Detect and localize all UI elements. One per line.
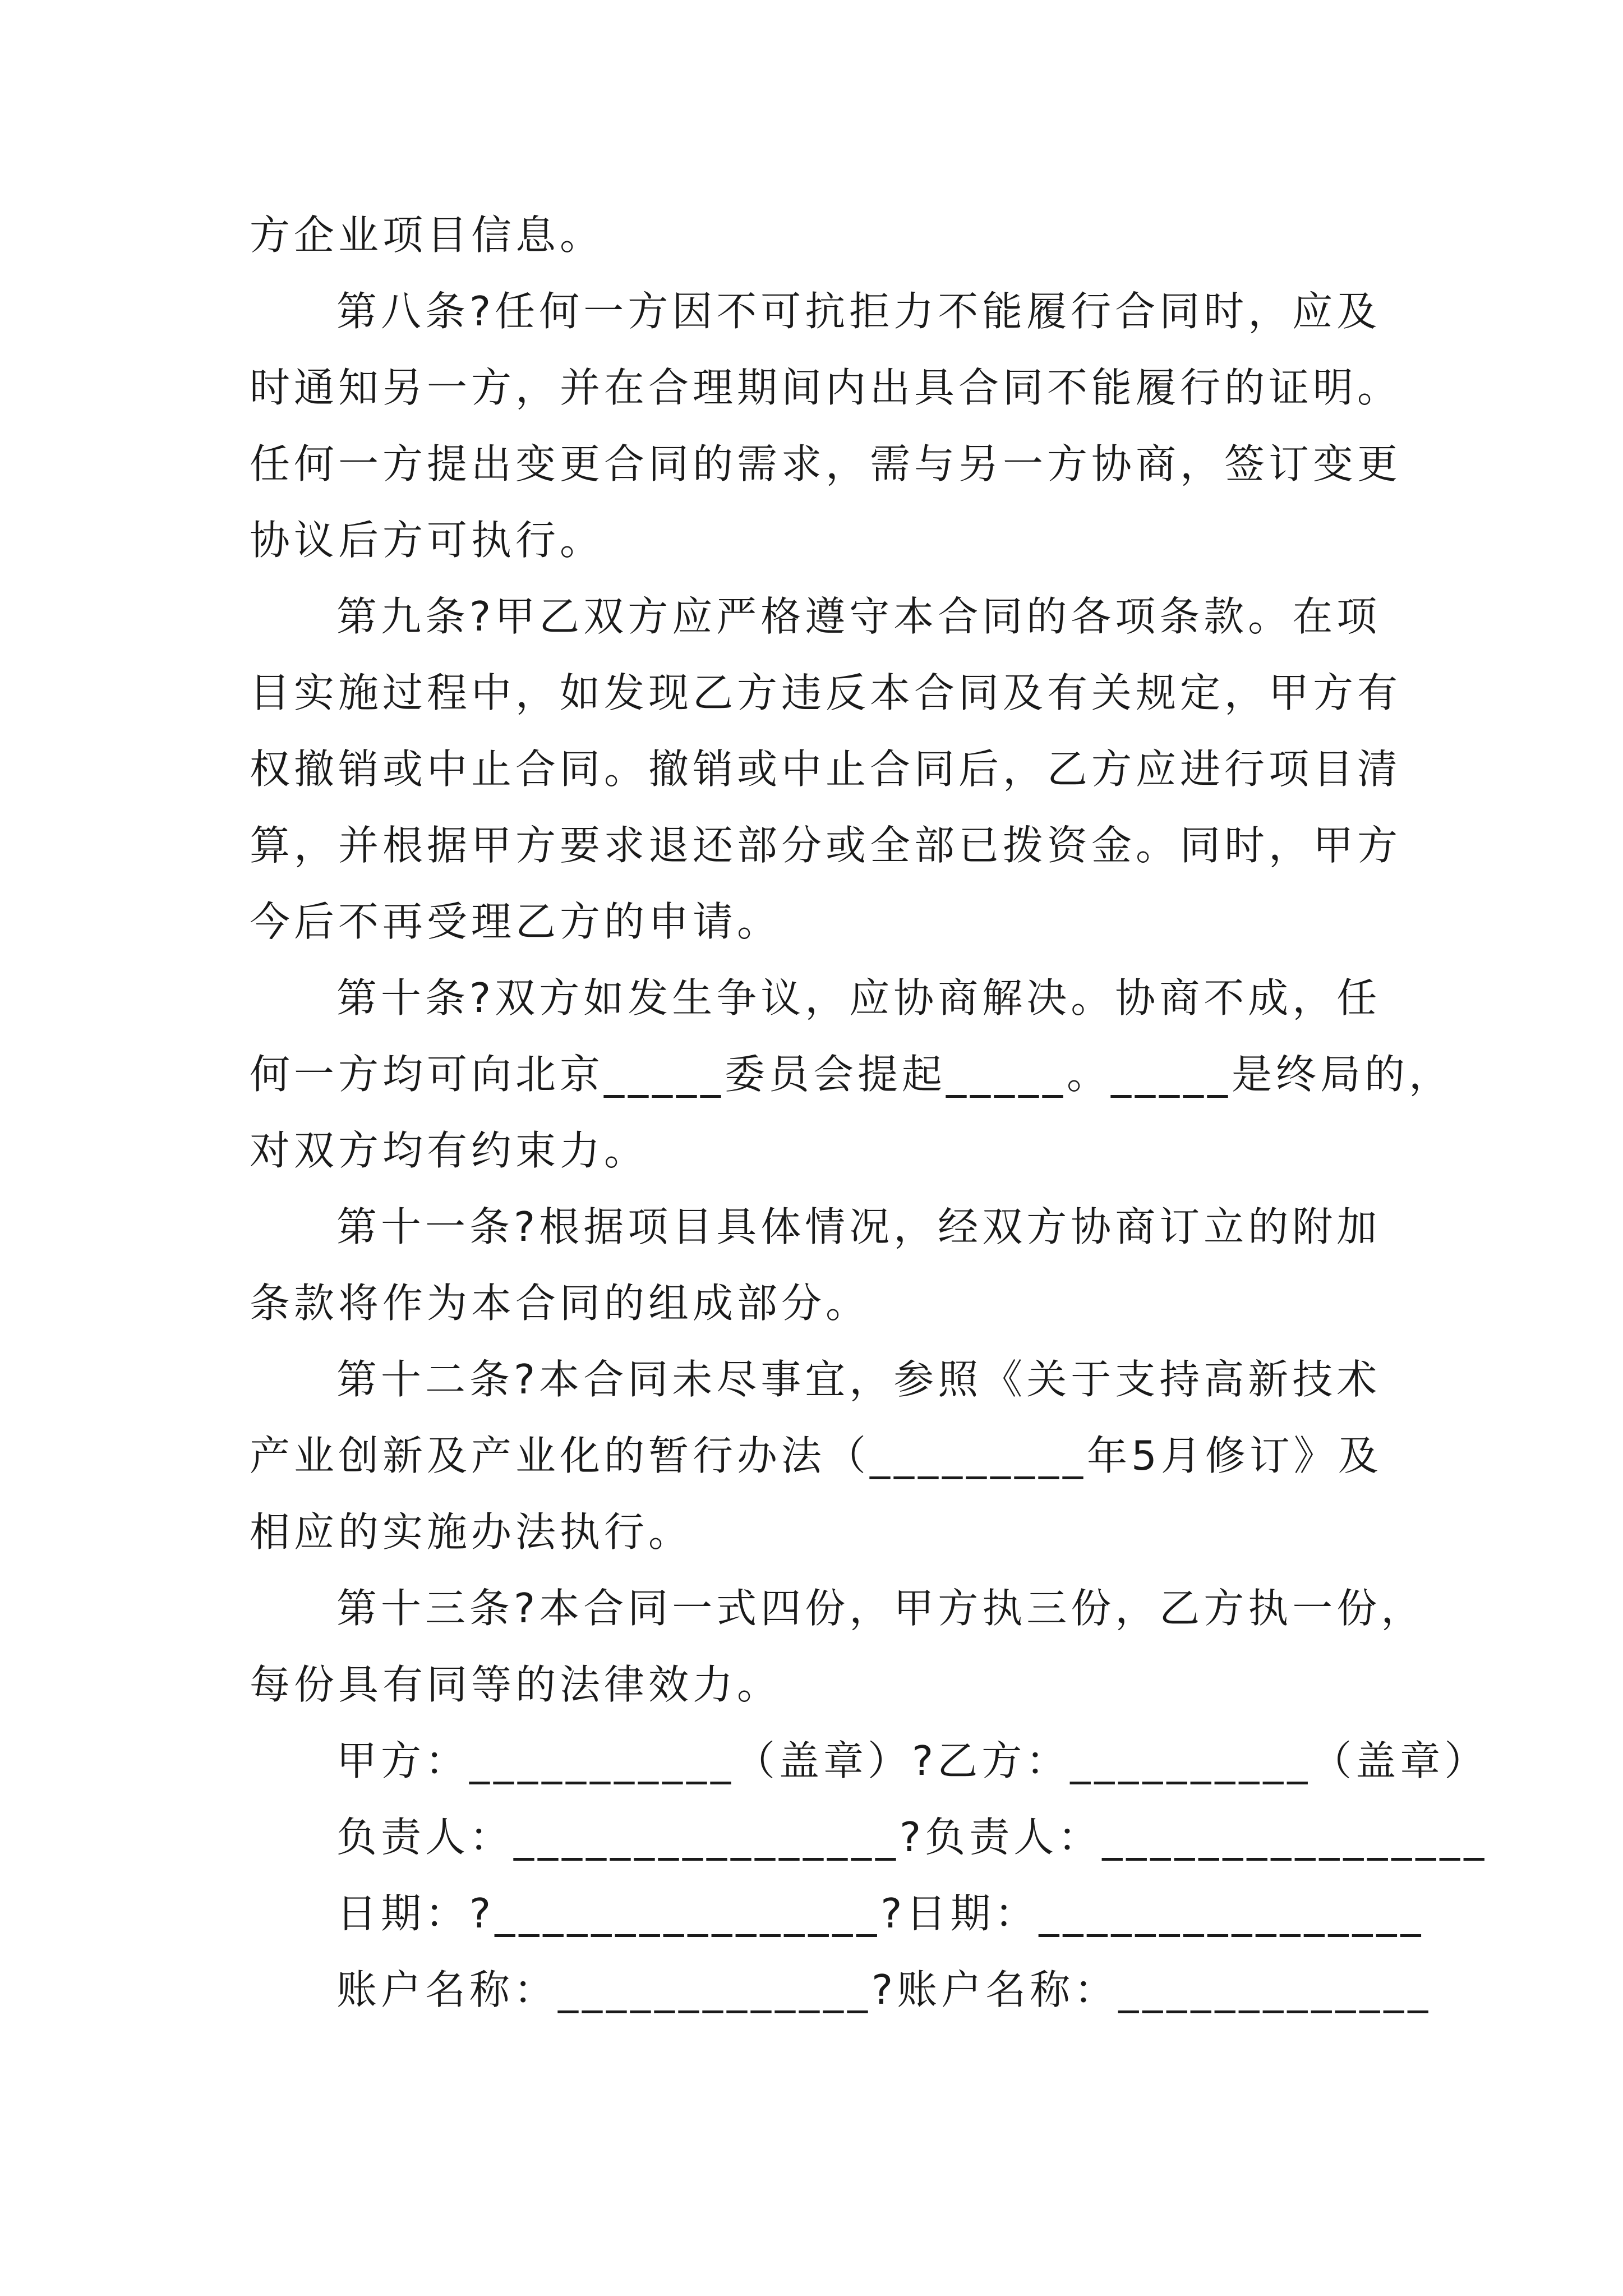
- text-line: 时通知另一方，并在合理期间内出具合同不能履行的证明。: [250, 364, 1402, 411]
- text-line: 第十条?双方如发生争议，应协商解决。协商不成，任: [336, 974, 1381, 1022]
- signature-line-party: 甲方：___________（盖章）?乙方：__________（盖章）: [336, 1737, 1489, 1784]
- text-line: 对双方均有约束力。: [250, 1127, 649, 1174]
- text-line: 产业创新及产业化的暂行办法（_________年5月修订》及: [250, 1432, 1382, 1479]
- text-line: 第十二条?本合同未尽事宜，参照《关于支持高新技术: [336, 1356, 1381, 1403]
- text-line: 今后不再受理乙方的申请。: [250, 898, 782, 945]
- text-line: 相应的实施办法执行。: [250, 1508, 693, 1556]
- signature-line-responsible: 负责人：________________?负责人：________________: [336, 1814, 1488, 1861]
- text-line: 协议后方可执行。: [250, 517, 605, 564]
- text-line: 第八条?任何一方因不可抗拒力不能履行合同时，应及: [336, 288, 1381, 335]
- text-line: 任何一方提出变更合同的需求，需与另一方协商，签订变更: [250, 440, 1402, 487]
- signature-line-account: 账户名称：_____________?账户名称：_____________: [336, 1966, 1432, 2013]
- signature-line-date: 日期：?________________?日期：________________: [336, 1890, 1425, 1937]
- text-line: 方企业项目信息。: [250, 211, 605, 259]
- text-line: 何一方均可向北京_____委员会提起_____。_____是终局的，: [250, 1051, 1454, 1098]
- text-line: 每份具有同等的法律效力。: [250, 1661, 782, 1708]
- text-line: 算，并根据甲方要求退还部分或全部已拨资金。同时，甲方: [250, 822, 1402, 869]
- text-line: 目实施过程中，如发现乙方违反本合同及有关规定，甲方有: [250, 669, 1402, 716]
- text-line: 条款将作为本合同的组成部分。: [250, 1280, 870, 1327]
- text-line: 第十一条?根据项目具体情况，经双方协商订立的附加: [336, 1203, 1381, 1250]
- text-line: 第十三条?本合同一式四份，甲方执三份，乙方执一份，: [336, 1585, 1426, 1632]
- text-line: 第九条?甲乙双方应严格遵守本合同的各项条款。在项: [336, 593, 1381, 640]
- text-line: 权撤销或中止合同。撤销或中止合同后，乙方应进行项目清: [250, 746, 1402, 793]
